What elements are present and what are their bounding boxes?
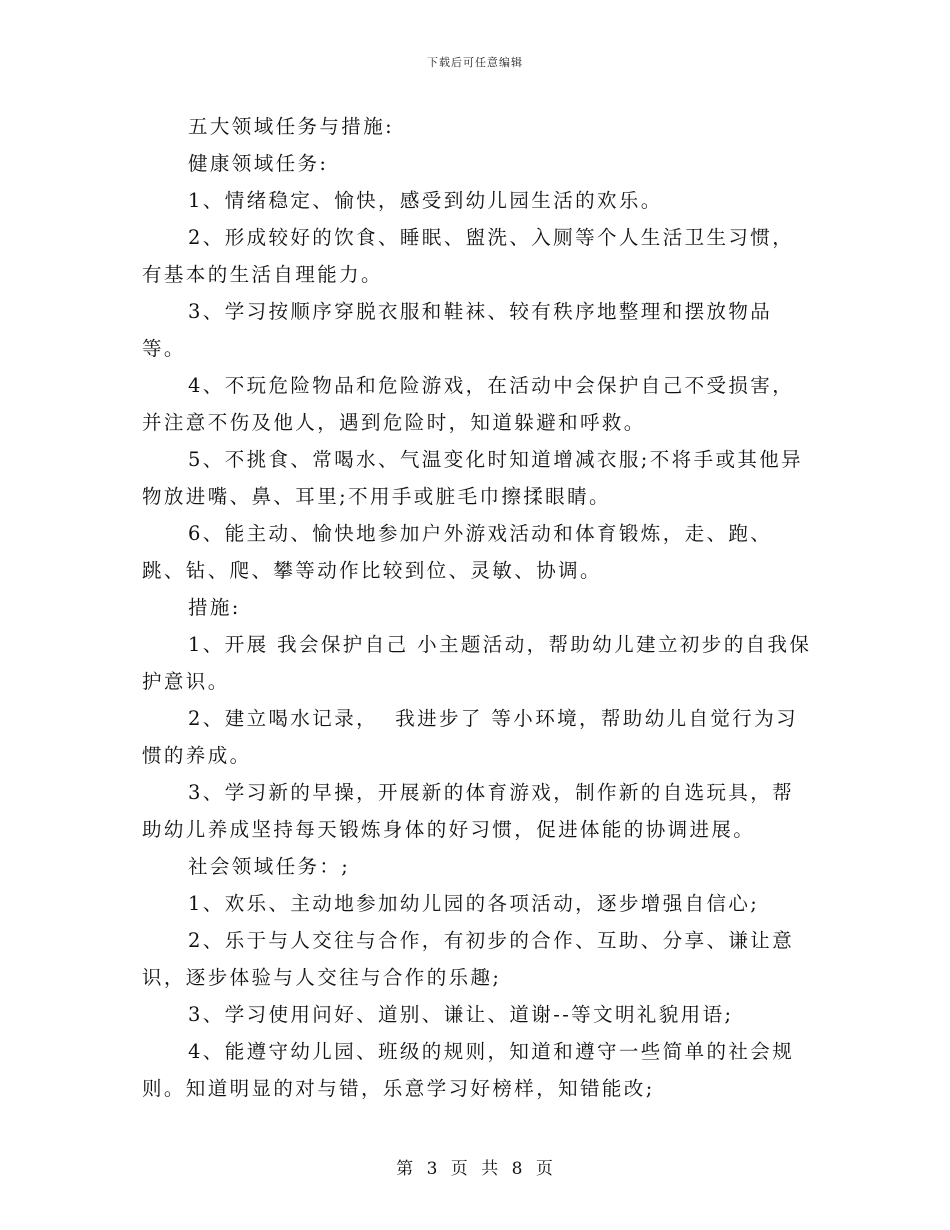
measure-item: 1、开展 我会保护自己 小主题活动，帮助幼儿建立初步的自我保护意识。 xyxy=(142,633,812,693)
subsection-heading-health: 健康领域任务: xyxy=(188,152,329,175)
page-header: 下载后可任意编辑 xyxy=(427,56,523,69)
health-task-item: 5、不挑食、常喝水、气温变化时知道增减衣服;不将手或其他异物放进嘴、鼻、耳里;不用手或脏毛巾擦揉眼睛。 xyxy=(142,448,804,508)
health-task-item: 6、能主动、愉快地参加户外游戏活动和体育锻炼，走、跑、跳、钻、爬、攀等动作比较到位、灵敏、协调。 xyxy=(142,522,773,582)
social-task-item: 3、学习使用问好、道别、谦让、道谢--等文明礼貌用语; xyxy=(188,1003,734,1026)
document-body xyxy=(142,108,812,1107)
subsection-heading-measures: 措施: xyxy=(188,596,241,619)
measure-item: 3、学习新的早操，开展新的体育游戏，制作新的自选玩具，帮助幼儿养成坚持每天锻炼身体的好习惯，促进体能的协调进展。 xyxy=(142,781,795,841)
social-task-item: 2、乐于与人交往与合作，有初步的合作、互助、分享、谦让意识，逐步体验与人交往与合作的乐趣; xyxy=(142,929,795,989)
social-task-item: 1、欢乐、主动地参加幼儿园的各项活动，逐步增强自信心; xyxy=(188,892,760,915)
measure-item: 2、建立喝水记录， 我进步了 等小环境，帮助幼儿自觉行为习惯的养成。 xyxy=(142,707,799,767)
health-task-item: 3、学习按顺序穿脱衣服和鞋袜、较有秩序地整理和摆放物品等。 xyxy=(142,300,773,360)
health-task-item: 1、情绪稳定、愉快，感受到幼儿园生活的欢乐。 xyxy=(188,189,663,212)
section-title: 五大领域任务与措施: xyxy=(188,115,395,138)
page-footer: 第 3 页 共 8 页 xyxy=(396,1159,554,1179)
health-task-item: 2、形成较好的饮食、睡眠、盥洗、入厕等个人生活卫生习惯，有基本的生活自理能力。 xyxy=(142,226,795,286)
subsection-heading-social: 社会领域任务：; xyxy=(188,855,351,878)
social-task-item: 4、能遵守幼儿园、班级的规则，知道和遵守一些简单的社会规则。知道明显的对与错，乐意学习好榜样，知错能改; xyxy=(142,1040,795,1100)
health-task-item: 4、不玩危险物品和危险游戏，在活动中会保护自己不受损害，并注意不伤及他人，遇到危险时，知道躲避和呼救。 xyxy=(142,374,795,434)
